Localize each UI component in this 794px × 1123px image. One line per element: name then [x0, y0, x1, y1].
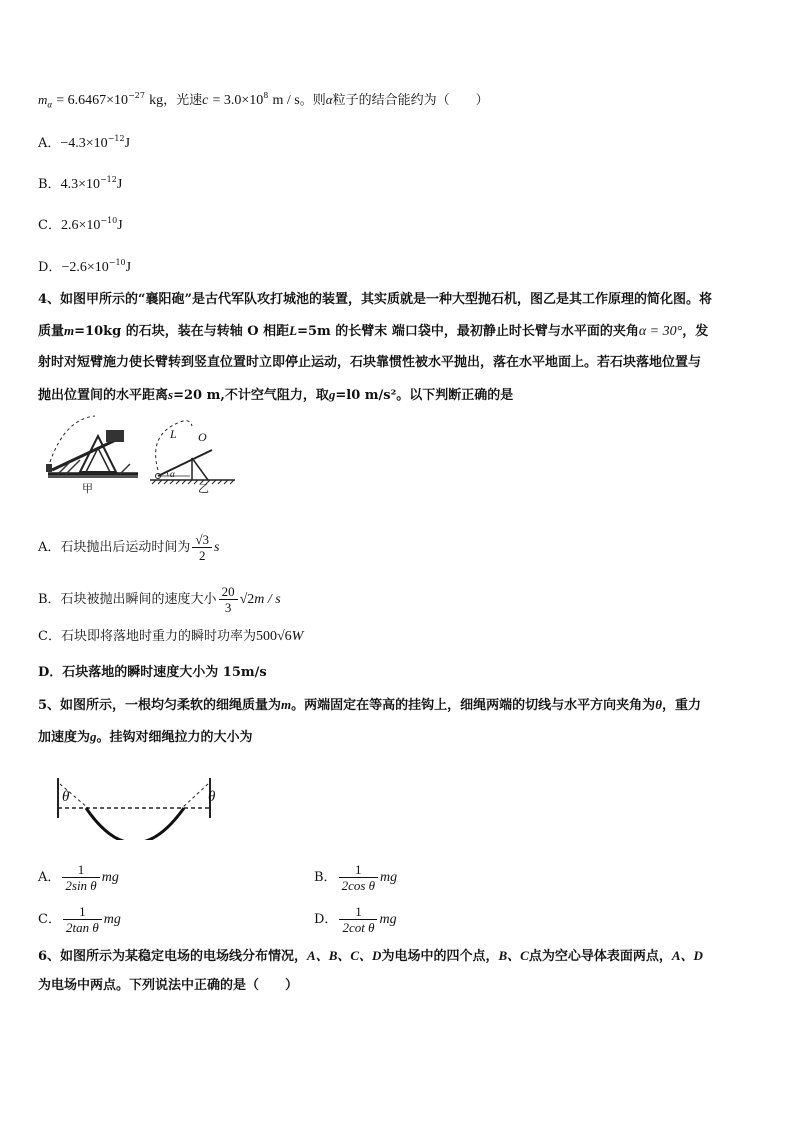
option-label: C． — [38, 218, 61, 233]
option-text: A．石块抛出后运动时间为 — [38, 540, 191, 555]
length-symbol: L — [289, 323, 298, 338]
unit: W — [291, 629, 304, 644]
option-text: C．石块即将落地时重力的瞬时功率为 — [38, 629, 256, 644]
option-tail: mg — [101, 870, 119, 885]
schematic-diagram — [150, 421, 235, 484]
denominator: 3 — [224, 600, 232, 615]
option-exponent: −12 — [107, 134, 125, 143]
text: ，发 — [682, 324, 709, 339]
mass-unit: kg — [149, 93, 164, 108]
option-label: A． — [38, 870, 61, 885]
speed-unit: m / s — [272, 93, 300, 108]
option-tail: mg — [379, 912, 397, 927]
points-ad: A、D — [671, 948, 703, 963]
text: =5m 的长臂末 端口袋中，最初静止时长臂与水平面的夹角 — [297, 324, 639, 339]
q4-line-1: 4、如图甲所示的“襄阳砲”是古代军队攻打城池的装置，其实质就是一种大型抛石机，图乙是其工作原理的简化图。将 — [38, 292, 713, 307]
points-symbols: A、B、C、D — [307, 948, 382, 963]
option-label: B． — [314, 870, 337, 885]
trebuchet-figure — [40, 414, 240, 490]
q5-option-b[interactable] — [314, 862, 397, 893]
option-label: D． — [38, 260, 62, 275]
text: 6、如图所示为某稳定电场的电场线分布情况， — [38, 949, 308, 964]
option-tail: mg — [380, 870, 398, 885]
option-tail: mg — [103, 912, 121, 927]
option-mantissa: −2.6×10 — [61, 260, 109, 275]
numerator: 1 — [339, 904, 377, 920]
option-label: C． — [38, 912, 61, 927]
q3-option-d[interactable] — [38, 253, 131, 278]
text: 质量 — [38, 324, 65, 339]
speed-exponent: 8 — [263, 91, 269, 100]
fraction — [192, 532, 212, 563]
option-unit: J — [125, 260, 132, 275]
option-exponent: −12 — [99, 175, 117, 184]
q4-line-3: 射时对短臂施力使长臂转到竖直位置时立即停止运动，石块靠惯性被水平抛出，落在水平地面上。若石块落地位置与 — [38, 355, 702, 370]
rope-curve — [86, 808, 184, 840]
q6-line-1 — [38, 946, 703, 967]
option-unit: J — [124, 136, 131, 151]
speed-text: ，光速 — [163, 93, 203, 108]
mass-symbol: m — [64, 323, 75, 338]
option-mantissa: −4.3×10 — [60, 136, 108, 151]
q3-question: 粒子的结合能约为（ ） — [332, 93, 489, 108]
catapult-illustration — [46, 416, 138, 478]
option-text: B．石块被抛出瞬间的速度大小 — [38, 592, 217, 607]
option-label: D． — [314, 912, 338, 927]
speed-symbol: c — [202, 93, 209, 108]
option-label: A． — [38, 136, 61, 151]
radical: √2 — [239, 592, 255, 607]
denominator: 2cot θ — [342, 920, 375, 935]
q5-line-2 — [38, 727, 253, 748]
fraction — [339, 904, 377, 935]
text: 点为空心导体表面两点， — [528, 949, 672, 964]
fig-caption-jia: 甲 — [82, 482, 93, 495]
fig-label-O: O — [198, 430, 207, 444]
mass-mantissa: = 6.6467×10 — [56, 93, 129, 108]
q4-line-2 — [38, 321, 708, 342]
q3-tail: 。则 — [299, 93, 326, 108]
gravity-symbol: g — [328, 387, 336, 402]
option-mantissa: 2.6×10 — [60, 218, 101, 233]
numerator: √3 — [192, 532, 212, 548]
q6-line-2: 为电场中两点。下列说法中正确的是（ ） — [38, 978, 299, 993]
text: =l0 m/s²。以下判断正确的是 — [335, 388, 514, 403]
option-unit: J — [117, 218, 123, 233]
mass-symbol: m — [38, 92, 48, 107]
value: 500 — [255, 629, 277, 644]
text: 为电场中的四个点， — [381, 949, 499, 964]
text: 。两端固定在等高的挂钩上，细绳两端的切线与水平方向夹角为 — [291, 698, 656, 713]
q4-option-d[interactable]: D．石块落地的瞬时速度大小为 15m/s — [38, 665, 267, 680]
numerator: 1 — [62, 862, 99, 878]
gravity-symbol: g — [90, 729, 97, 744]
numerator: 1 — [339, 862, 378, 878]
q3-option-c[interactable] — [38, 211, 123, 236]
fig-caption-yi: 乙 — [198, 482, 209, 495]
points-bc: B、C — [498, 948, 529, 963]
option-mantissa: 4.3×10 — [60, 177, 100, 192]
text: 加速度为 — [38, 730, 91, 745]
numerator: 1 — [63, 904, 102, 920]
theta-label-right: θ — [208, 789, 216, 805]
text: =20 m,不计空气阻力，取 — [173, 388, 329, 403]
q5-option-d[interactable] — [314, 904, 397, 935]
fraction — [219, 584, 238, 615]
denominator: 2sin θ — [65, 878, 97, 893]
denominator: 2 — [198, 548, 206, 563]
text: 5、如图所示，一根均匀柔软的细绳质量为 — [38, 698, 282, 713]
angle-expression: α = 30° — [638, 324, 683, 339]
fig-label-L: L — [170, 427, 177, 441]
text: =10kg 的石块，装在与转轴 O 相距 — [74, 324, 290, 339]
theta-symbol: θ — [655, 697, 662, 712]
unit: m / s — [254, 592, 281, 607]
theta-label-left: θ — [62, 789, 70, 805]
denominator: 2cos θ — [341, 878, 376, 893]
q5-option-a[interactable] — [38, 862, 119, 893]
option-unit: J — [116, 177, 123, 192]
alpha-symbol: α — [325, 92, 333, 107]
option-exponent: −10 — [100, 216, 118, 225]
q3-option-b[interactable] — [38, 170, 122, 195]
fig-label-alpha: α — [170, 469, 175, 479]
q4-option-c[interactable] — [38, 627, 303, 647]
option-exponent: −10 — [108, 258, 126, 267]
fraction — [339, 862, 378, 893]
mass-exponent: −27 — [128, 91, 145, 100]
fraction — [63, 904, 102, 935]
numerator: 20 — [219, 584, 238, 600]
q5-option-c[interactable] — [38, 904, 121, 935]
rope-figure — [50, 778, 240, 840]
q5-line-1 — [38, 695, 701, 716]
denominator: 2tan θ — [65, 920, 99, 935]
radical: √6 — [276, 629, 292, 644]
fraction — [62, 862, 99, 893]
unit: s — [214, 540, 220, 555]
distance-symbol: s — [168, 387, 174, 402]
mass-subscript: α — [47, 99, 53, 110]
text: 。挂钩对细绳拉力的大小为 — [96, 730, 253, 745]
q3-stem — [38, 86, 489, 115]
text: ，重力 — [661, 698, 701, 713]
speed-mantissa: = 3.0×10 — [212, 93, 264, 108]
q3-option-a[interactable] — [38, 129, 130, 154]
q4-line-4 — [38, 385, 513, 406]
option-label: B． — [38, 177, 61, 192]
mass-symbol: m — [281, 697, 292, 712]
q4-option-b[interactable] — [38, 584, 281, 615]
text: 抛出位置间的水平距离 — [38, 388, 169, 403]
q4-option-a[interactable] — [38, 532, 219, 563]
